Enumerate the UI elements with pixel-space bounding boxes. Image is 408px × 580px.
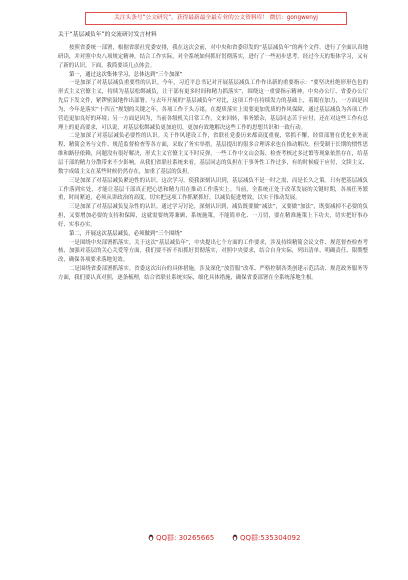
qq-penguin-icon (148, 534, 154, 541)
promo-banner: 关注头条号“公文研究”，获得最新最全最专业的公文资料库！ 微信：gongwenyj (85, 12, 347, 25)
paragraph: 二是围绕省委部署抓落实。省委这次出台的具体措施，涉及深化“放管服”改革、严格控制各类创建示范活动、规范政务服务等方面，我们要认真对照，逐条梳理，结合省联社系统实际，细化具体措施，确保省委部署在全系统落地生根。 (58, 266, 368, 281)
qq-group-1 (148, 532, 214, 544)
paragraph-intro: 按照省委统一部署，根据省联社党委安排，我在这次会前，对中央和省委印发的“基层减负年”的两个文件，进行了全面认真地研读，并对照中央八项规定精神，结合工作实际，对全系统如何抓好贯彻落实，进行了一些初步思考。经过今天的集体学习，又有了新的认识。下面，我简要谈几点体会。 (58, 45, 368, 69)
footer-bar (0, 532, 408, 544)
section-heading-1: 第一，通过这次集体学习，总体达到“三个加深” (69, 71, 183, 78)
paragraph: 三是加深了对基层减负紧迫性的认识。这次学习，使我深刻认识到，基层减负不是一时之需，而是长久之策。只有把基层减负工作落到实处，才能让基层干部真正把心思和精力用在推动工作落实上。当前，全系统正处于改革发展的关键时期，各项任务繁重，时间紧迫，必须从讲政治的高度，切实把这项工作抓紧抓好，以减负促进增效，以实干推动发展。 (58, 177, 368, 202)
paragraph: 三是加深了对基层减负复杂性的认识。通过学习讨论，深刻认识到，减负既要做“减法”，又要做“加法”，既要减掉不必要的负担，又要增加必要的支持和保障，这就需要统筹兼顾、系统施策，不能简单化、一刀切，要在精准施策上下功夫，切实把好事办好、实事办实。 (58, 204, 368, 228)
qq-group-2 (232, 532, 300, 544)
document-title: 关于“基层减负年”的交流研讨发言材料 (58, 32, 157, 38)
paragraph: 一是加深了对基层减负重要性的认识。今年，习近平总书记对开展基层减负工作作出新的重要指示：“要坚决杜绝形形色色的形式主义官僚主义，持续为基层松绑减负，让干部有更多时间和精力抓落实”，围绕这一重要指示精神，中央办公厅、省委办公厅先后下发文件，紧锣密鼓地作出部署。与去年开展的“基层减负年”对比，这项工作在持续发力的基础上，着眼在加力，一方面是因为，今年是落实“十四五”规划的关键之年，各项工作千头万绪，在提质落实上需要更加优质的作风保障，通过基层减负为各项工作营造更加良好的环境；另一方面是因为，当前各级机关日常工作，文来回转，事务繁杂，基层同志苦于应付，还在对这些工作有总理上的更高要求，可以说，对基层松绑减负更加迫切，更加有效地解决这些工作的思想共识和一致行动。 (58, 80, 368, 131)
qq-group-1-text: QQ群: 30265665 (156, 534, 215, 542)
paragraph: 二是加深了对基层减负必要性的认识。关于作风建设工作，省联社党委历来都高度重视，常抓不懈，经常部署在优化业务流程、精简会务与文件、规范监督检查等各方面，采取了务实举措，基层提出的很多合理诉求也在推动解决。但受制于长期的惯性思维和路径依赖，问题没有很好解决，形式主义官僚主义不时反弹，一些工作中文山会海、检查考核过多过繁等现象依然存在，给基层干部的精力分散带来不少影响。从我们省联社系统来看，基层同志的负担在于事务性工作过多，有的时候疲于应付，文牍主义、数字成绩主义在某些时候仍然存在，加重了基层的负担。 (58, 133, 368, 175)
qq-group-2-text: QQ群:535304092 (240, 534, 301, 542)
section-heading-2: 第二，开展这次基层减负，必须做到“三个围绕” (69, 230, 183, 237)
document-body (58, 44, 368, 524)
paragraph: 一是围绕中央部署抓落实。关于这次“基层减负年”，中央提出七个方面的工作要求，涉及持续精简会议文件、规范督查检查考核、加强对基层的关心关爱等方面，我们要不折不扣抓好贯彻落实，对照中央要求，结合自身实际，列出清单、明确责任、限期整改，确保各项要求落地见效。 (58, 239, 368, 264)
qq-penguin-icon (232, 534, 238, 541)
